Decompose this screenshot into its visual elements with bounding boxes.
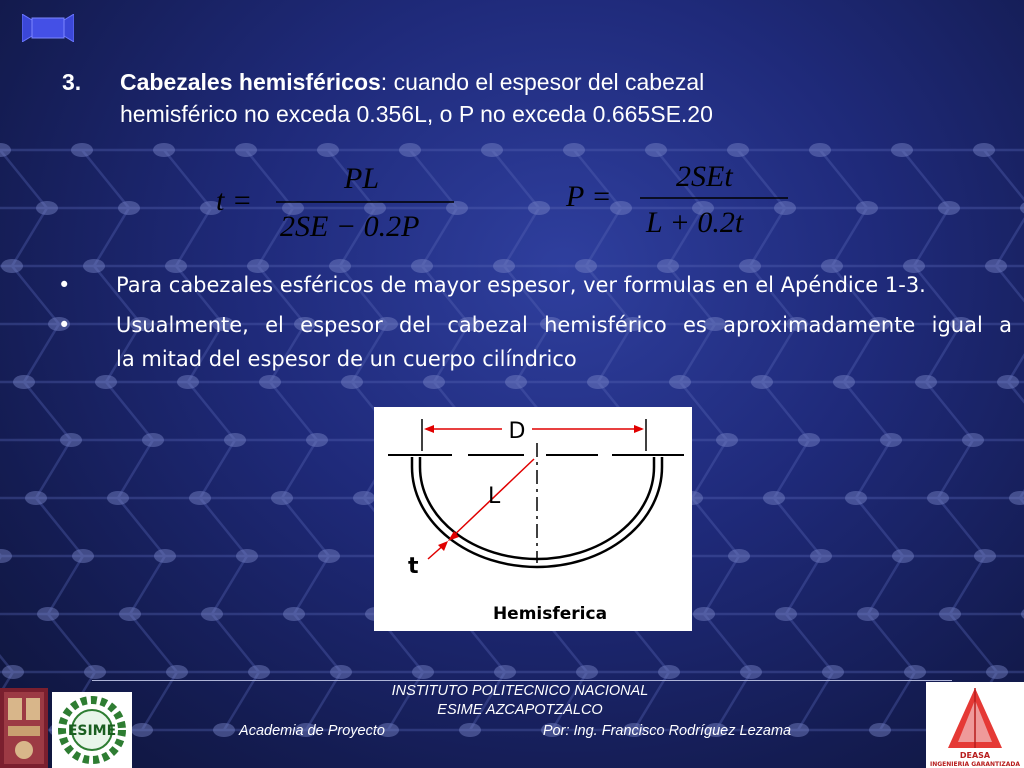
bullet-symbol: • bbox=[58, 273, 71, 297]
formula-2-numerator: 2SEt bbox=[676, 160, 733, 193]
ipn-logo bbox=[0, 688, 48, 768]
corner-nav-icon bbox=[22, 14, 74, 42]
footer-divider bbox=[92, 680, 952, 681]
deasa-tagline: INGENIERIA GARANTIZADA bbox=[929, 761, 1021, 768]
deasa-logo bbox=[926, 682, 1024, 768]
esime-logo-text: ESIME bbox=[67, 723, 117, 739]
deasa-name: DEASA bbox=[959, 751, 991, 760]
formula-thickness bbox=[216, 162, 454, 243]
hemispherical-head-diagram bbox=[374, 407, 692, 631]
heading-term: Cabezales hemisféricos bbox=[120, 69, 381, 95]
heading-text-1: : cuando el espesor del cabezal bbox=[380, 69, 705, 95]
formula-1-lhs: t = bbox=[216, 184, 253, 217]
formulas bbox=[200, 150, 840, 260]
formula-1-numerator: PL bbox=[344, 162, 380, 195]
bullet-text-1: Para cabezales esféricos de mayor espesor, ver formulas en el Apéndice 1-3. bbox=[116, 273, 926, 297]
bullet-text-2a: Usualmente, el espesor del cabezal hemisférico es aproximadamente igual a bbox=[116, 313, 1012, 337]
footer-school: ESIME AZCAPOTZALCO bbox=[437, 702, 603, 718]
diagram-caption: Hemisferica bbox=[492, 604, 608, 624]
footer-institute: INSTITUTO POLITECNICO NACIONAL bbox=[391, 683, 649, 699]
bullet-symbol: • bbox=[58, 313, 71, 337]
formula-1-denominator: 2SE − 0.2P bbox=[280, 210, 420, 243]
esime-logo bbox=[52, 692, 132, 768]
heading-line-1 bbox=[120, 66, 940, 98]
label-t: t bbox=[408, 554, 419, 579]
heading-number: 3. bbox=[62, 69, 82, 95]
bullet-text-2b: la mitad del espesor de un cuerpo cilíndrico bbox=[116, 347, 577, 371]
footer-author: Por: Ing. Francisco Rodríguez Lezama bbox=[542, 723, 792, 739]
formula-2-lhs: P = bbox=[566, 180, 612, 213]
label-l: L bbox=[488, 484, 501, 509]
footer-academy: Academia de Proyecto bbox=[239, 723, 385, 739]
formula-pressure bbox=[565, 160, 788, 239]
formula-2-denominator: L + 0.2t bbox=[646, 206, 744, 239]
label-d: D bbox=[508, 419, 526, 444]
heading-line-2: hemisférico no exceda 0.356L, o P no exceda 0.665SE.20 bbox=[120, 101, 713, 127]
